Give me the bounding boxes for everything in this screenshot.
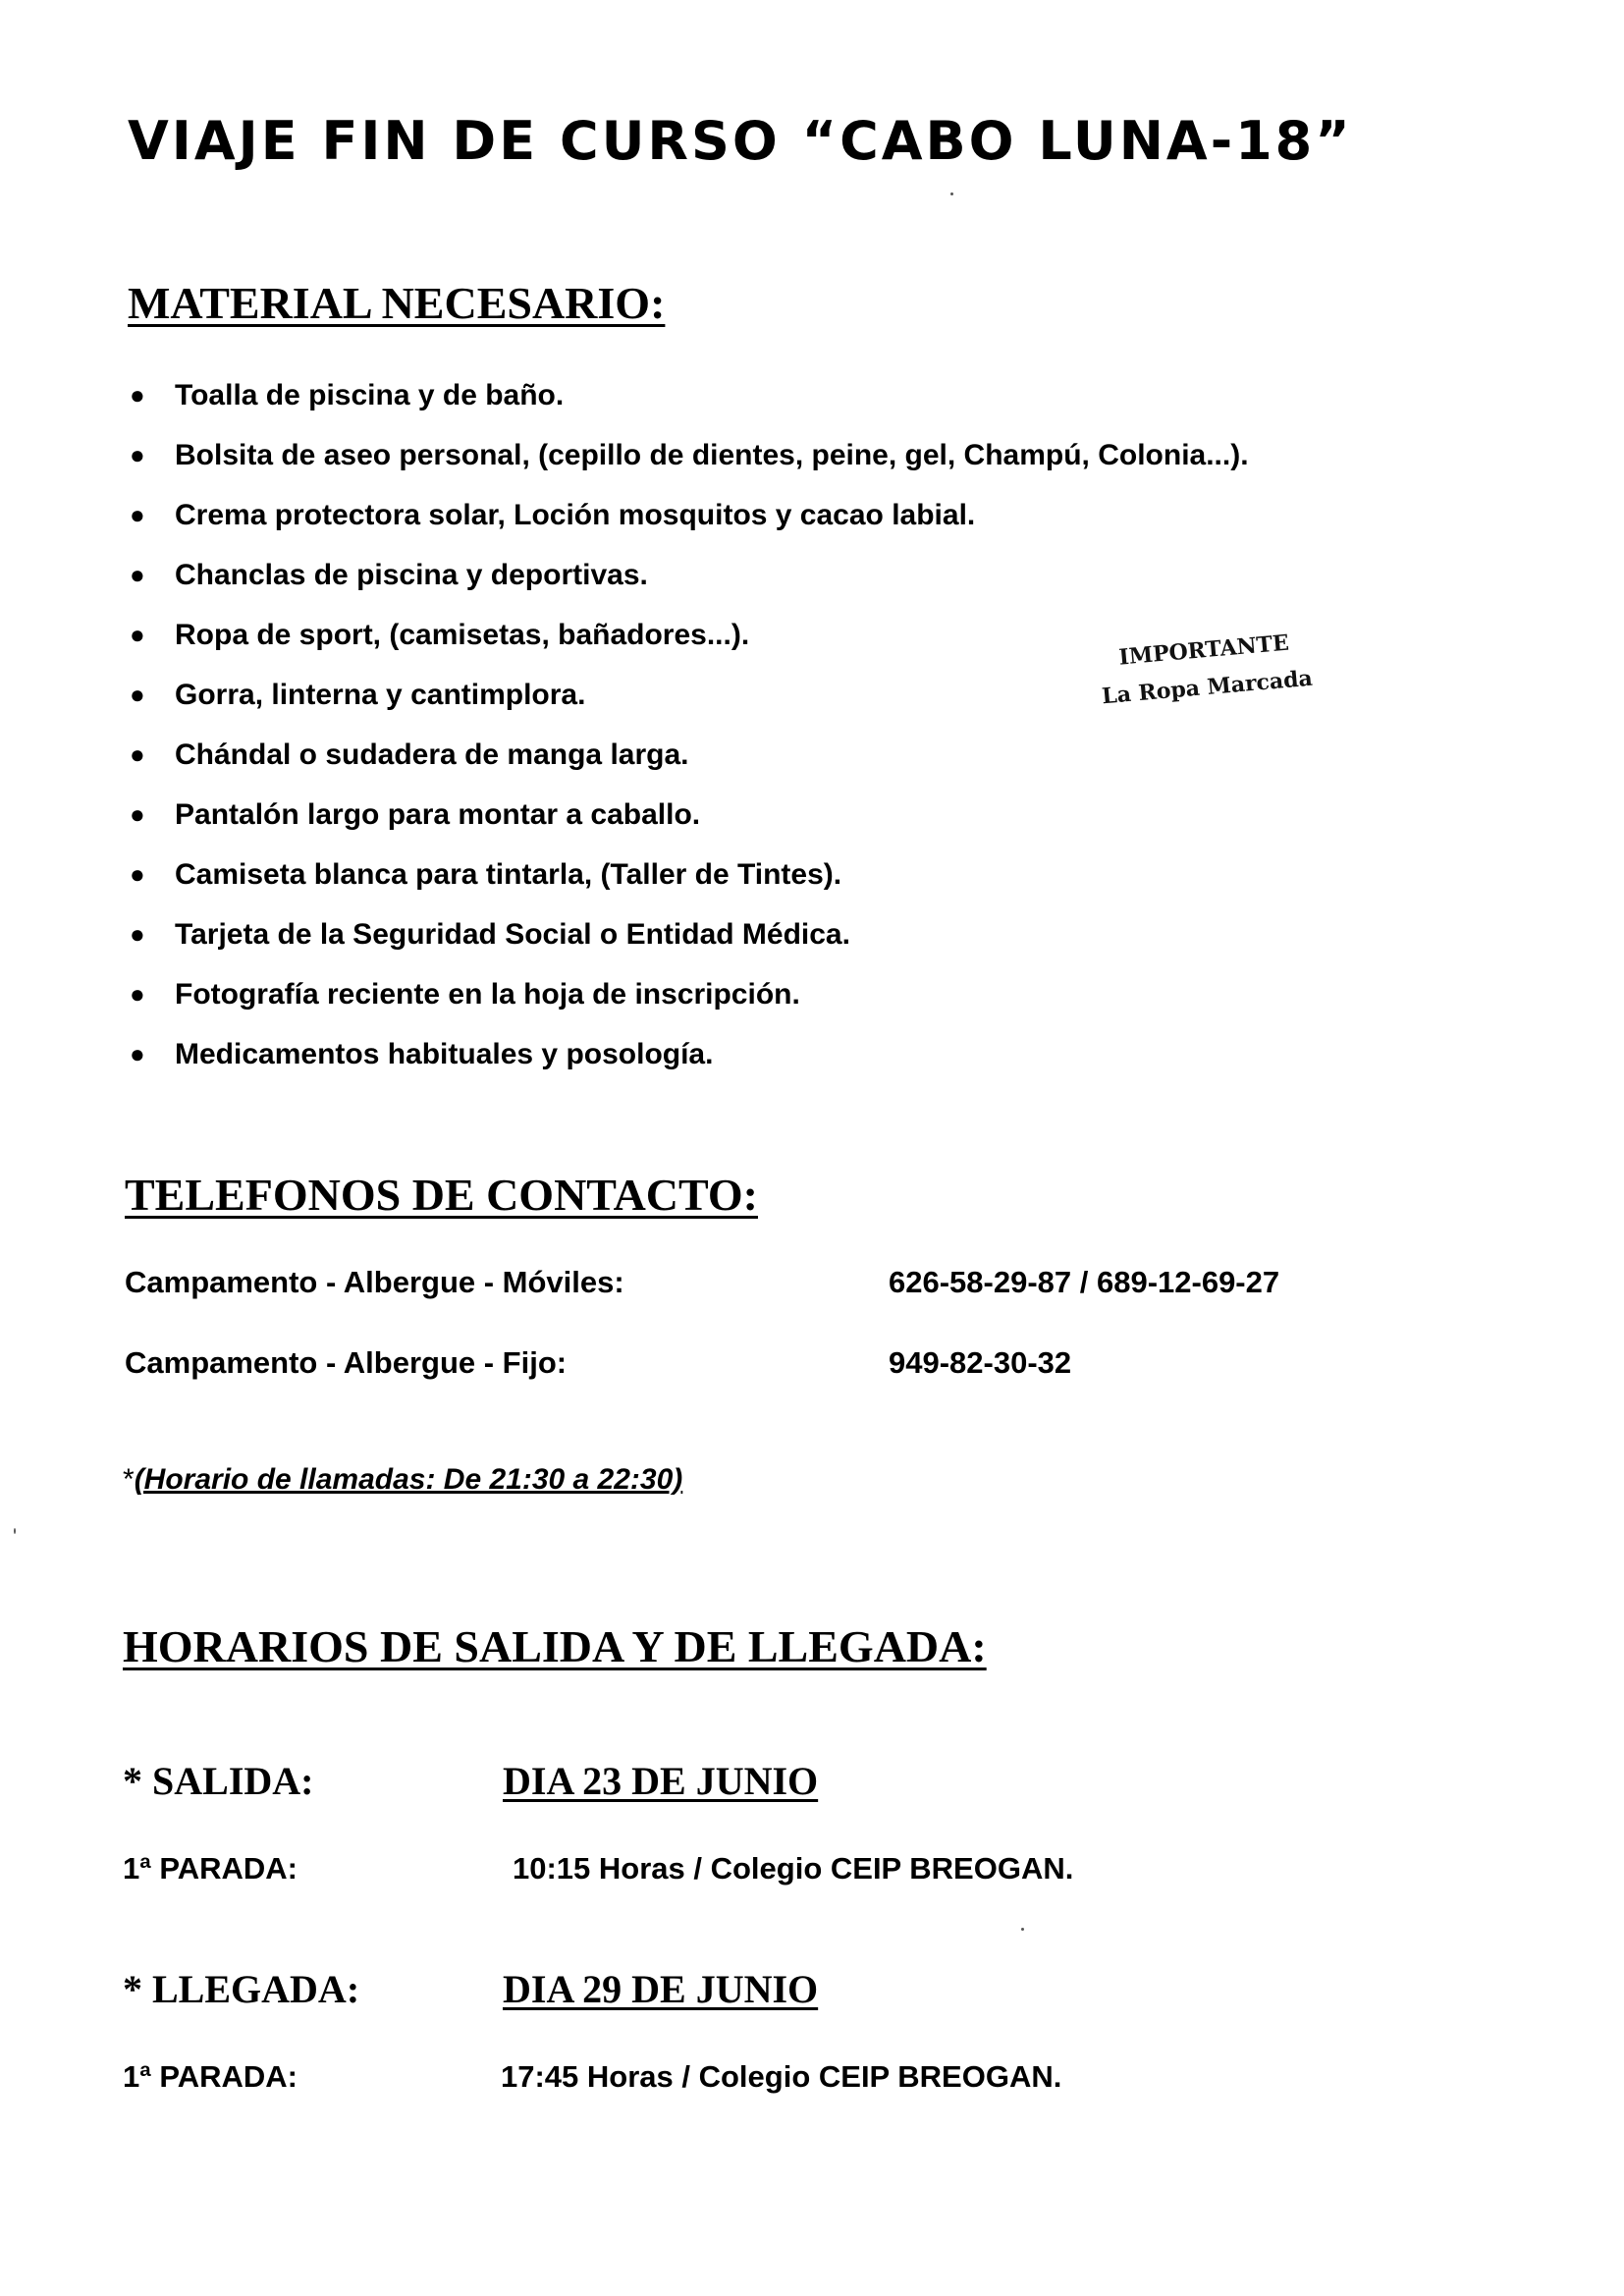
material-heading: MATERIAL NECESARIO: (128, 278, 666, 328)
bullet-icon: ● (130, 680, 145, 709)
contact-value-landline: 949-82-30-32 (889, 1345, 1072, 1380)
stamp-title: IMPORTANTE (1117, 629, 1290, 671)
bullet-icon: ● (130, 859, 145, 889)
bullet-icon: ● (130, 799, 145, 829)
contact-label-landline: Campamento - Albergue - Fijo: (125, 1345, 568, 1380)
list-item: ● Ropa de sport, (camisetas, bañadores...). (126, 605, 1422, 665)
page-title: VIAJE FIN DE CURSO “CABO LUNA-18” (128, 110, 1353, 172)
list-item: ● Bolsita de aseo personal, (cepillo de dientes, peine, gel, Champú, Colonia...). (126, 425, 1422, 485)
scan-speck (1021, 1928, 1024, 1931)
list-item: ● Medicamentos habituales y posología. (126, 1024, 1422, 1084)
note-asterisk: * (123, 1463, 135, 1496)
list-item: ● Camiseta blanca para tintarla, (Taller de Tintes). (126, 845, 1422, 904)
bullet-icon: ● (130, 620, 145, 649)
arrival-day: DIA 29 DE JUNIO (503, 1967, 819, 2011)
list-item: ● Pantalón largo para montar a caballo. (126, 785, 1422, 845)
bullet-icon: ● (130, 739, 145, 769)
bullet-icon: ● (130, 440, 145, 469)
list-item: ● Tarjeta de la Seguridad Social o Entidad Médica. (126, 904, 1422, 964)
material-list (126, 365, 1422, 1084)
arrival-stop-value: 17:45 Horas / Colegio CEIP BREOGAN. (501, 2059, 1062, 2094)
list-item: ● Crema protectora solar, Loción mosquitos y cacao labial. (126, 485, 1422, 545)
list-item: ● Gorra, linterna y cantimplora. (126, 665, 1422, 725)
bullet-icon: ● (130, 1039, 145, 1068)
arrival-stop-label: 1ª PARADA: (123, 2059, 298, 2094)
departure-label: * SALIDA: (123, 1759, 314, 1803)
contact-value-mobile: 626-58-29-87 / 689-12-69-27 (889, 1265, 1280, 1299)
scan-speck (14, 1528, 16, 1534)
bullet-icon: ● (130, 560, 145, 589)
bullet-icon: ● (130, 919, 145, 949)
bullet-icon: ● (130, 500, 145, 529)
departure-day: DIA 23 DE JUNIO (503, 1759, 819, 1803)
bullet-icon: ● (130, 380, 145, 410)
list-item: ● Toalla de piscina y de baño. (126, 365, 1422, 425)
list-item: ● Chanclas de piscina y deportivas. (126, 545, 1422, 605)
arrival-label: * LLEGADA: (123, 1967, 360, 2011)
bullet-icon: ● (130, 979, 145, 1009)
note-text: (Horario de llamadas: De 21:30 a 22:30) (134, 1463, 683, 1496)
call-hours-note (123, 1463, 682, 1497)
schedule-heading: HORARIOS DE SALIDA Y DE LLEGADA: (123, 1621, 987, 1671)
scan-speck (950, 192, 953, 195)
contact-label-mobile: Campamento - Albergue - Móviles: (125, 1265, 624, 1299)
departure-stop-value: 10:15 Horas / Colegio CEIP BREOGAN. (513, 1851, 1074, 1886)
contacts-heading: TELEFONOS DE CONTACTO: (125, 1170, 758, 1220)
list-item: ● Chándal o sudadera de manga larga. (126, 725, 1422, 785)
list-item: ● Fotografía reciente en la hoja de inscripción. (126, 964, 1422, 1024)
departure-stop-label: 1ª PARADA: (123, 1851, 298, 1886)
stamp-text: La Ropa Marcada (1101, 665, 1314, 710)
